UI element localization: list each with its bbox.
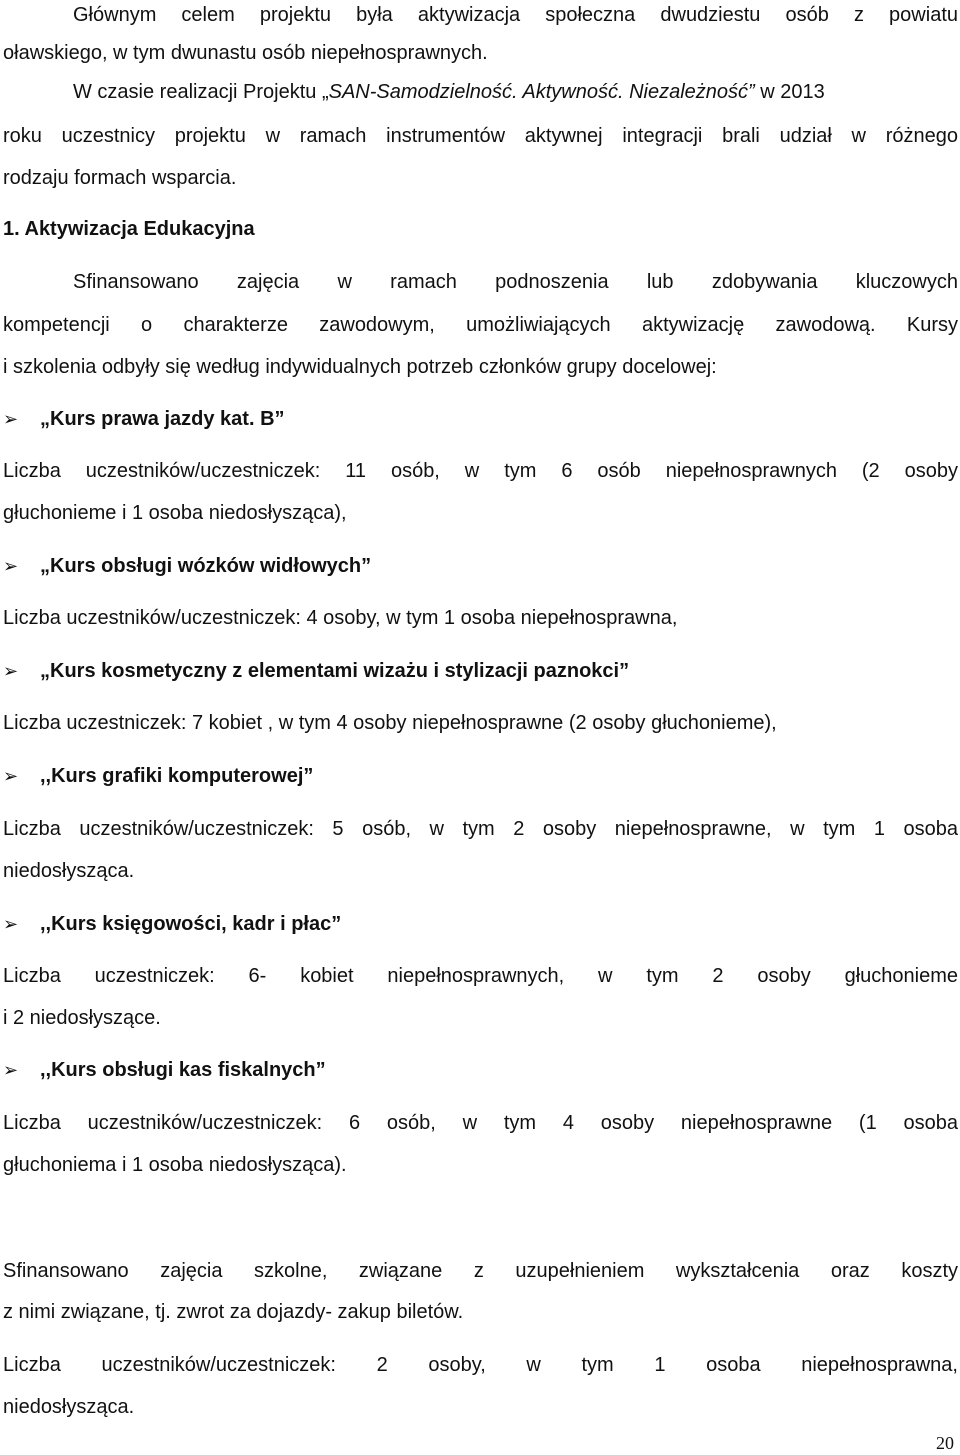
bullet-arrow-icon: ➢: [3, 766, 19, 786]
bullet-arrow-icon: ➢: [3, 556, 19, 576]
intro-line-3-b: w 2013: [754, 81, 825, 103]
course-detail-line: Liczba uczestników/uczestniczek: 11 osób, w tym 6 osób niepełnosprawnych (2 osoby: [3, 460, 958, 482]
section-heading: 1. Aktywizacja Edukacyjna: [3, 218, 255, 240]
intro-line-5: rodzaju formach wsparcia.: [3, 167, 237, 189]
closing-para-2-line-1: Liczba uczestników/uczestniczek: 2 osoby, w tym 1 osoba niepełnosprawna,: [3, 1354, 958, 1376]
project-name: SAN-Samodzielność. Aktywność. Niezależność”: [328, 81, 755, 103]
intro-line-2: oławskiego, w tym dwunastu osób niepełnosprawnych.: [3, 42, 488, 64]
intro-line-1: Głównym celem projektu była aktywizacja społeczna dwudziestu osób z powiatu: [73, 4, 958, 26]
course-detail-line: Liczba uczestników/uczestniczek: 4 osoby, w tym 1 osoba niepełnosprawna,: [3, 607, 678, 629]
intro-line-3: [73, 80, 958, 104]
page-number: 20: [936, 1433, 954, 1453]
course-detail-line: Liczba uczestników/uczestniczek: 5 osób, w tym 2 osoby niepełnosprawne, w tym 1 osoba: [3, 818, 958, 840]
course-title: „Kurs obsługi wózków widłowych”: [40, 555, 372, 577]
bullet-arrow-icon: ➢: [3, 914, 19, 934]
course-title: ,,Kurs grafiki komputerowej”: [40, 765, 314, 787]
intro-line-3-a: W czasie realizacji Projektu „: [73, 81, 329, 103]
section-para-line-1: Sfinansowano zajęcia w ramach podnoszenia lub zdobywania kluczowych: [73, 271, 958, 293]
closing-para-2-line-2: niedosłysząca.: [3, 1396, 135, 1418]
intro-line-4: roku uczestnicy projektu w ramach instrumentów aktywnej integracji brali udział w różnego: [3, 125, 958, 147]
section-para-line-3: i szkolenia odbyły się według indywidualnych potrzeb członków grupy docelowej:: [3, 356, 717, 378]
course-detail-line: Liczba uczestniczek: 7 kobiet , w tym 4 osoby niepełnosprawne (2 osoby głuchonieme),: [3, 712, 777, 734]
course-detail-line: głuchoniema i 1 osoba niedosłysząca).: [3, 1154, 347, 1176]
course-detail-line: Liczba uczestników/uczestniczek: 6 osób, w tym 4 osoby niepełnosprawne (1 osoba: [3, 1112, 958, 1134]
course-detail-line: i 2 niedosłyszące.: [3, 1007, 161, 1029]
course-detail-line: Liczba uczestniczek: 6- kobiet niepełnosprawnych, w tym 2 osoby głuchonieme: [3, 965, 958, 987]
bullet-arrow-icon: ➢: [3, 1060, 19, 1080]
closing-para-1-line-1: Sfinansowano zajęcia szkolne, związane z uzupełnieniem wykształcenia oraz koszty: [3, 1260, 958, 1282]
course-title: „Kurs prawa jazdy kat. B”: [40, 408, 285, 430]
course-title: „Kurs kosmetyczny z elementami wizażu i stylizacji paznokci”: [40, 660, 630, 682]
course-detail-line: głuchonieme i 1 osoba niedosłysząca),: [3, 502, 347, 524]
bullet-arrow-icon: ➢: [3, 661, 19, 681]
course-title: ,,Kurs księgowości, kadr i płac”: [40, 913, 342, 935]
section-para-line-2: kompetencji o charakterze zawodowym, umożliwiających aktywizację zawodową. Kursy: [3, 314, 958, 336]
closing-para-1-line-2: z nimi związane, tj. zwrot za dojazdy- zakup biletów.: [3, 1301, 464, 1323]
course-title: ,,Kurs obsługi kas fiskalnych”: [40, 1059, 326, 1081]
course-detail-line: niedosłysząca.: [3, 860, 135, 882]
bullet-arrow-icon: ➢: [3, 409, 19, 429]
